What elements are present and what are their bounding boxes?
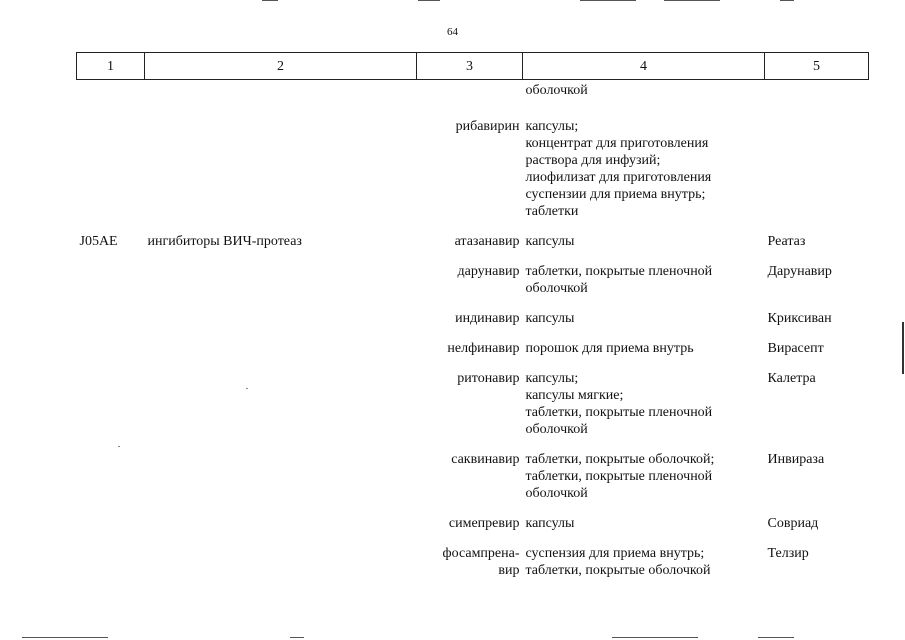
dosage-form-line: оболочкой [525, 486, 588, 501]
dosage-form-line: порошок для приема внутрь [525, 341, 694, 356]
drug-name-cell: фосампрена- вир [442, 546, 520, 578]
column-header-1: 1 [77, 53, 145, 80]
trade-name-cell [765, 104, 869, 225]
table-row [77, 507, 869, 537]
pharm-group-cell: ингибиторы ВИЧ-протеаз [147, 234, 302, 249]
drug-name-cell: ритонавир [457, 371, 520, 386]
page-number: 64 [447, 26, 458, 38]
trade-name-cell: Телзир [767, 546, 809, 561]
pharm-group-cell [145, 332, 417, 362]
pharm-group-cell [145, 362, 417, 443]
column-header-2: 2 [145, 53, 417, 80]
dosage-form-line: суспензии для приема внутрь; [525, 187, 706, 202]
dosage-form-line: суспензия для приема внутрь; [525, 546, 705, 561]
dosage-form-line: капсулы мягкие; [525, 388, 624, 403]
dosage-form-line: капсулы; [525, 119, 579, 134]
trade-name-cell: Калетра [767, 371, 816, 386]
drug-name-cell [417, 80, 523, 105]
dosage-form-line: капсулы [525, 516, 575, 531]
scan-artifact-bottom-3 [612, 637, 698, 638]
atc-code-cell: J05AE [79, 234, 118, 249]
scan-artifact-top-2 [418, 0, 440, 1]
dosage-form-line: капсулы [525, 234, 575, 249]
atc-code-cell [77, 362, 145, 443]
table-row [77, 255, 869, 302]
atc-code-cell [77, 255, 145, 302]
table-row [77, 104, 869, 225]
dosage-form-line: оболочкой [525, 281, 588, 296]
atc-code-cell [77, 104, 145, 225]
dosage-form-line: таблетки [525, 204, 579, 219]
pharm-group-cell [145, 80, 417, 105]
table-header [77, 53, 869, 80]
atc-code-cell [77, 332, 145, 362]
drug-name-cell: рибавирин [455, 119, 520, 134]
trade-name-cell: Дарунавир [767, 264, 832, 279]
dosage-form-line: оболочкой [525, 422, 588, 437]
trade-name-cell: Инвираза [767, 452, 825, 467]
table-row [77, 537, 869, 584]
dosage-form-line: капсулы; [525, 371, 579, 386]
pharm-group-cell [145, 104, 417, 225]
table-header-row [77, 53, 869, 80]
trade-name-cell: Вирасепт [767, 341, 824, 356]
pharm-group-cell [145, 255, 417, 302]
dosage-form-cell [523, 255, 765, 302]
scan-artifact-top-4 [664, 0, 720, 1]
dosage-form-cell [523, 443, 765, 507]
dosage-form-line: лиофилизат для приготовления [525, 170, 712, 185]
column-header-3: 3 [417, 53, 523, 80]
scan-artifact-top-3 [580, 0, 636, 1]
drug-name-cell: дарунавир [457, 264, 520, 279]
scan-artifact-top-5 [780, 0, 794, 1]
table-row [77, 362, 869, 443]
dosage-form-line: таблетки, покрытые пленочной [525, 264, 713, 279]
trade-name-cell: Совриад [767, 516, 819, 531]
atc-code-cell [77, 80, 145, 105]
dosage-form-cell [523, 80, 765, 105]
dosage-form-cell [523, 362, 765, 443]
scan-artifact-right-edge [902, 322, 904, 374]
pharm-group-cell [145, 537, 417, 584]
table-row [77, 302, 869, 332]
table-row [77, 80, 869, 105]
column-header-4: 4 [523, 53, 765, 80]
dosage-form-line: раствора для инфузий; [525, 153, 661, 168]
dosage-form-line: концентрат для приготовления [525, 136, 709, 151]
dosage-form-cell [523, 104, 765, 225]
drug-name-cell: атазанавир [454, 234, 520, 249]
column-header-5: 5 [765, 53, 869, 80]
drug-table [76, 52, 869, 584]
atc-code-cell [77, 302, 145, 332]
dosage-form-cell [523, 537, 765, 584]
table-body [77, 80, 869, 585]
trade-name-cell: Реатаз [767, 234, 806, 249]
drug-name-cell: нелфинавир [447, 341, 520, 356]
dosage-form-line: таблетки, покрытые пленочной [525, 405, 713, 420]
trade-name-cell: Криксиван [767, 311, 832, 326]
dosage-form-cell [523, 302, 765, 332]
table-row [77, 332, 869, 362]
scan-artifact-bottom-2 [290, 637, 304, 638]
table-row [77, 443, 869, 507]
atc-code-cell [77, 443, 145, 507]
pharm-group-cell [145, 302, 417, 332]
dosage-form-line: капсулы [525, 311, 575, 326]
drug-name-cell: саквинавир [451, 452, 520, 467]
drug-name-cell: симепревир [448, 516, 520, 531]
dosage-form-cell [523, 507, 765, 537]
pharm-group-cell [145, 443, 417, 507]
table-row [77, 225, 869, 255]
scan-artifact-bottom-4 [758, 637, 794, 638]
atc-code-cell [77, 507, 145, 537]
scan-artifact-top-1 [262, 0, 278, 1]
dosage-form-line: таблетки, покрытые оболочкой [525, 563, 711, 578]
pharm-group-cell [145, 507, 417, 537]
dosage-form-line: оболочкой [525, 83, 588, 98]
trade-name-cell [765, 80, 869, 105]
atc-code-cell [77, 537, 145, 584]
dosage-form-cell [523, 332, 765, 362]
dosage-form-line: таблетки, покрытые пленочной [525, 469, 713, 484]
dosage-form-line: таблетки, покрытые оболочкой; [525, 452, 715, 467]
drug-name-cell: индинавир [455, 311, 520, 326]
scan-artifact-bottom-1 [22, 637, 108, 638]
dosage-form-cell [523, 225, 765, 255]
